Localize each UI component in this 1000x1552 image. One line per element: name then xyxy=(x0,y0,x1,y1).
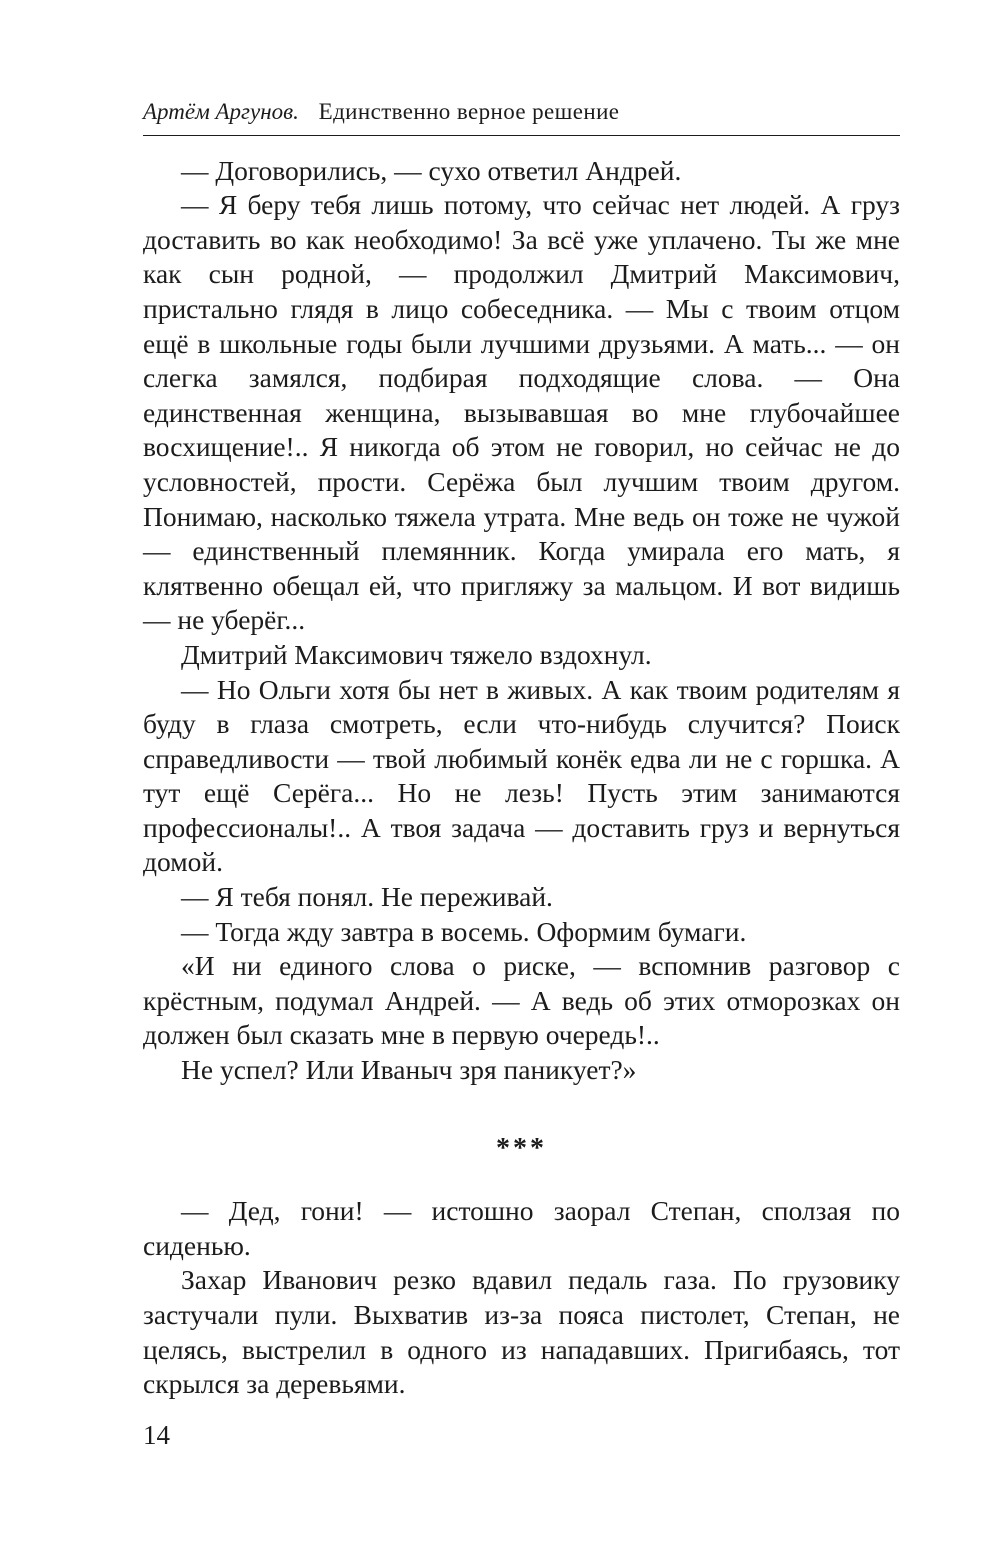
paragraph: — Я тебя понял. Не переживай. xyxy=(181,881,553,913)
body-text xyxy=(143,154,900,1402)
paragraph: «И ни единого слова о риске, — вспомнив разговор с крёстным, подумал Андрей. — А ведь об этих отморозках он должен был сказать мне в первую очередь!.. xyxy=(143,950,900,1051)
section-separator: *** xyxy=(496,1132,547,1164)
paragraph: — Тогда жду завтра в восемь. Оформим бумаги. xyxy=(181,915,747,947)
paragraph: — Договорились, — сухо ответил Андрей. xyxy=(181,154,682,186)
paragraph: Не успел? Или Иваныч зря паникует?» xyxy=(181,1054,637,1086)
paragraph: Захар Иванович резко вдавил педаль газа. По грузовику застучали пули. Выхватив из-за пояса пистолет, Степан, не целясь, выстрелил в одного из нападавших. Пригибаясь, тот скрылся за деревьями. xyxy=(143,1264,900,1400)
header-title: Единственно верное решение xyxy=(318,99,620,124)
paragraph: Дмитрий Максимович тяжело вздохнул. xyxy=(181,638,652,670)
paragraph: — Но Ольги хотя бы нет в живых. А как твоим родителям я буду в глаза смотреть, если что-нибудь случится? Поиск справедливости — твой любимый конёк едва ли не с горшка. А тут ещё Серёга... Но не лезь! Пусть этим занимаются профессионалы!.. А твоя задача — доставить груз и вернуться домой. xyxy=(143,673,900,878)
running-header xyxy=(143,98,900,126)
paragraph: — Дед, гони! — истошно заорал Степан, сползая по сиденью. xyxy=(143,1195,900,1261)
page-number: 14 xyxy=(143,1420,170,1450)
header-rule xyxy=(143,135,900,136)
paragraph: — Я беру тебя лишь потому, что сейчас нет людей. А груз доставить во как необходимо! За всё уже уплачено. Ты же мне как сын родной, — продолжил Дмитрий Максимович, пристально глядя в лицо собеседника. — Мы с твоим отцом ещё в школьные годы были лучшими друзьями. А мать... — он слегка замялся, подбирая подходящие слова. — Она единственная женщина, вызывавшая во мне глубочайшее восхищение!.. Я никогда об этом не говорил, но сейчас не до условностей, прости. Серёжа был лучшим твоим другом. Понимаю, насколько тяжела утрата. Мне ведь он тоже не чужой — единственный племянник. Когда умирала его мать, я клятвенно обещал ей, что пригляжу за мальцом. И вот видишь — не уберёг... xyxy=(143,189,900,636)
header-author: Артём Аргунов. xyxy=(143,99,299,124)
